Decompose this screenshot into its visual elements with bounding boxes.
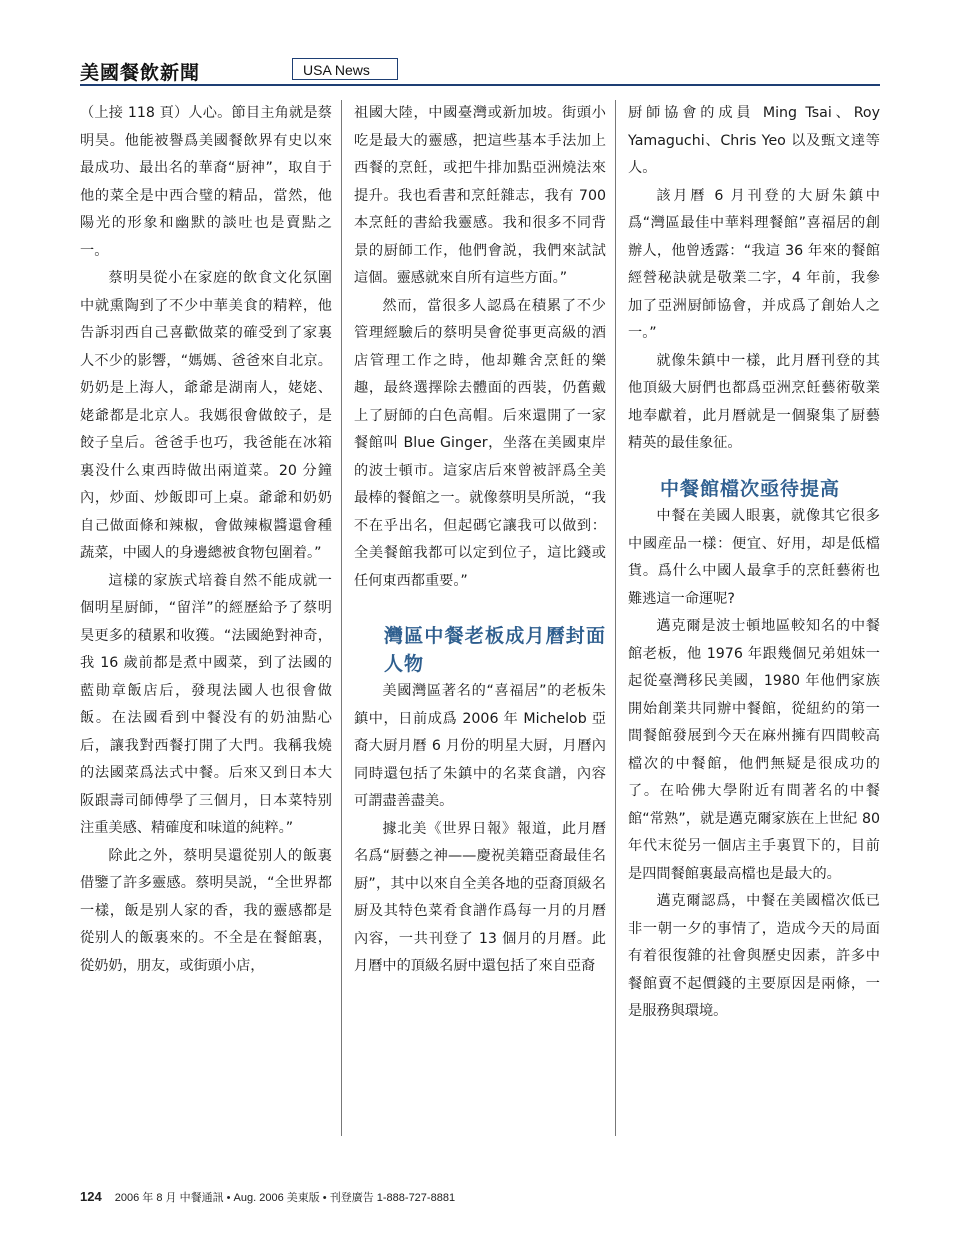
paragraph: 邁克爾是波士頓地區較知名的中餐館老板，他 1976 年跟幾個兄弟姐妹一起從臺灣移民美國，1980 年他們家族開始創業共同辦中餐館，從紐約的第一間餐館發展到今天在麻州擁有四間較高檔次的中餐館，他們無疑是很成功的了。在哈佛大學附近有間著名的中餐館“常熟”，就是邁克爾家族在上世紀 80 年代末從另一個店主手裏買下的，目前是四間餐館裏最高檔也是最大的。 [628,618,880,882]
article-column-2 [354,100,606,981]
paragraph: 據北美《世界日報》報道，此月曆名爲“厨藝之神——慶祝美籍亞裔最佳名厨”，其中以來自全美各地的亞裔頂級名厨及其特色菜肴食譜作爲每一月的月曆內容，一共刊登了 13 個月的月曆。此月曆中的頂級名厨中還包括了來自亞裔 [354,820,606,974]
masthead [80,56,880,86]
paragraph: 美國灣區著名的“喜福居”的老板朱鎮中，日前成爲 2006 年 Michelob 亞裔大厨月曆 6 月份的明星大厨，月曆內同時還包括了朱鎮中的名菜食譜，內容可謂盡善盡美。 [354,683,606,809]
paragraph: 祖國大陸，中國臺灣或新加坡。街頭小吃是最大的靈感，把這些基本手法加上西餐的烹飪，或把牛排加點亞洲燒法來提升。我也看書和烹飪雜志，我有 700 本烹飪的書給我靈感。我和很多不同背景的厨師工作，他們會説，我們來試試這個。靈感就來自所有這些方面。” [354,105,606,286]
paragraph: 中餐在美國人眼裏，就像其它很多中國産品一樣：便宜、好用，却是低檔貨。爲什么中國人最拿手的烹飪藝術也難逃這一命運呢? [628,508,880,607]
header-rule [80,84,880,86]
paragraph: 就像朱鎮中一樣，此月曆刊登的其他頂級大厨們也都爲亞洲烹飪藝術敬業地奉獻着，此月曆就是一個聚集了厨藝精英的最佳象征。 [628,352,880,451]
page-footer [80,1189,455,1205]
paragraph: 厨師協會的成員 Ming Tsai、Roy Yamaguchi、Chris Yeo 以及甄文達等人。 [628,105,880,176]
footer-text: 2006 年 8 月 中餐通訊 • Aug. 2006 美東版 • 刊登廣告 1-888-727-8881 [114,1192,456,1204]
page-number: 124 [80,1189,102,1204]
paragraph: 該月曆 6 月刊登的大厨朱鎮中爲“灣區最佳中華料理餐館”喜福居的創辦人，他曾透露：“我這 36 年來的餐館經營秘訣就是敬業二字，4 年前，我參加了亞洲厨師協會，并成爲了創始人之一。” [628,187,880,341]
paragraph: 邁克爾認爲，中餐在美國檔次低已非一朝一夕的事情了，造成今天的局面有着很復雜的社會與歷史因素，許多中餐館賣不起價錢的主要原因是兩條，一是服務與環境。 [628,893,880,1019]
brand-title: 美國餐飲新聞 [80,62,201,84]
paragraph: （上接 118 頁）人心。節目主角就是蔡明昊。他能被譽爲美國餐飲界有史以來最成功、最出名的華裔“厨神”，取自于他的菜全是中西合璧的精品，當然，他陽光的形象和幽默的談吐也是賣點之一。 [80,105,332,259]
article-column-1 [80,100,332,980]
article-column-3 [628,100,880,1026]
section-heading: 灣區中餐老板成月曆封面人物 [384,625,606,675]
paragraph: 除此之外，蔡明昊還從别人的飯裏借鑒了許多靈感。蔡明昊説，“全世界都一樣，飯是别人家的香，我的靈感都是從别人的飯裏來的。不全是在餐館裏，從奶奶，朋友，或街頭小店， [80,847,332,974]
paragraph: 然而，當很多人認爲在積累了不少管理經驗后的蔡明昊會從事更高級的酒店管理工作之時，他却難舍烹飪的樂趣，最終選擇除去體面的西裝，仍舊戴上了厨師的白色高帽。后來還開了一家餐館叫 Blue Ginger，坐落在美國東岸的波士頓市。這家店后來曾被評爲全美最棒的餐館之一。就像蔡明昊所説，“我不在乎出名，但起碼它讓我可以做到：全美餐館我都可以定到位子，這比錢或任何東西都重要。” [354,297,606,589]
brand-subtitle-box: USA News [292,58,398,80]
section-heading: 中餐館檔次亟待提高 [660,477,841,500]
column-divider [341,100,342,1136]
column-divider [615,100,616,1136]
paragraph: 這樣的家族式培養自然不能成就一個明星厨師，“留洋”的經歷給予了蔡明昊更多的積累和收獲。“法國絶對神奇，我 16 歲前都是煮中國菜，到了法國的藍勛章飯店后，發現法國人也很會做飯。在法國看到中餐没有的奶油點心后，讓我對西餐打開了大門。我稱我燒的法國菜爲法式中餐。后來又到日本大阪跟壽司師傅學了三個月，日本菜特别注重美感、精確度和味道的純粹。” [80,572,332,836]
paragraph: 蔡明昊從小在家庭的飲食文化氛圍中就熏陶到了不少中華美食的精粹，他告訴羽西自己喜歡做菜的確受到了家裏人不少的影響，“媽媽、爸爸來自北京。奶奶是上海人，爺爺是湖南人，姥姥、姥爺都是北京人。我媽很會做餃子，是餃子皇后。爸爸手也巧，我爸能在冰箱裏没什么東西時做出兩道菜。20 分鐘內，炒面、炒飯即可上桌。爺爺和奶奶自己做面條和辣椒，會做辣椒醬還會種蔬菜，中國人的身邊總被食物包圍着。” [80,270,332,561]
